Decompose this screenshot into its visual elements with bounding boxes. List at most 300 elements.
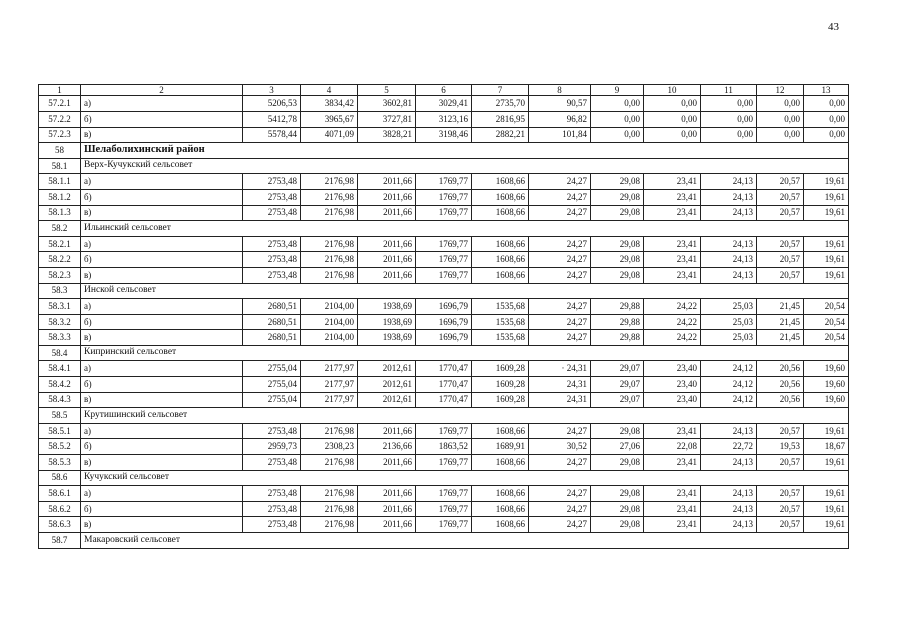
value-cell: 3029,41 (416, 96, 472, 112)
value-cell: 0,00 (757, 111, 804, 127)
value-cell: 1535,68 (472, 330, 529, 346)
column-number-cell: 12 (757, 85, 804, 96)
value-cell: 24,27 (529, 299, 591, 315)
row-code: 57.2.3 (39, 127, 81, 143)
table-row (39, 127, 849, 143)
value-cell: 19,61 (804, 205, 849, 221)
value-cell: 1938,69 (358, 330, 416, 346)
row-subitem: а) (81, 423, 243, 439)
value-cell: 2011,66 (358, 205, 416, 221)
row-code: 58.3.2 (39, 314, 81, 330)
value-cell: 2012,61 (358, 361, 416, 377)
row-code: 58.5 (39, 408, 81, 424)
row-code: 58.6.3 (39, 517, 81, 533)
row-subitem: в) (81, 517, 243, 533)
row-subitem: в) (81, 392, 243, 408)
value-cell: 24,27 (529, 330, 591, 346)
value-cell: 20,57 (757, 205, 804, 221)
value-cell: 20,57 (757, 252, 804, 268)
row-code: 58.1.3 (39, 205, 81, 221)
value-cell: 2176,98 (301, 189, 358, 205)
council-name: Кипринский сельсовет (81, 345, 849, 361)
value-cell: 2177,97 (301, 361, 358, 377)
value-cell: 20,57 (757, 236, 804, 252)
value-cell: 24,13 (701, 486, 757, 502)
value-cell: 2680,51 (243, 330, 301, 346)
value-cell: 25,03 (701, 330, 757, 346)
row-code: 58.2 (39, 221, 81, 237)
column-number-cell: 6 (416, 85, 472, 96)
value-cell: 24,27 (529, 252, 591, 268)
value-cell: 2104,00 (301, 314, 358, 330)
value-cell: 2011,66 (358, 486, 416, 502)
value-cell: 20,56 (757, 377, 804, 393)
value-cell: 0,00 (701, 111, 757, 127)
value-cell: 96,82 (529, 111, 591, 127)
value-cell: 2011,66 (358, 236, 416, 252)
row-subitem: а) (81, 486, 243, 502)
council-name: Макаровский сельсовет (81, 533, 849, 549)
row-code: 57.2.2 (39, 111, 81, 127)
value-cell: 19,53 (757, 439, 804, 455)
value-cell: 1770,47 (416, 392, 472, 408)
value-cell: 25,03 (701, 299, 757, 315)
value-cell: 23,41 (644, 501, 701, 517)
row-code: 58.2.2 (39, 252, 81, 268)
row-subitem: б) (81, 501, 243, 517)
value-cell: 2104,00 (301, 299, 358, 315)
value-cell: 24,13 (701, 174, 757, 190)
value-cell: 29,08 (591, 501, 644, 517)
value-cell: 24,13 (701, 236, 757, 252)
value-cell: 2177,97 (301, 377, 358, 393)
column-number-cell: 10 (644, 85, 701, 96)
value-cell: 1769,77 (416, 423, 472, 439)
row-code: 58.4.1 (39, 361, 81, 377)
value-cell: 24,13 (701, 517, 757, 533)
value-cell: 24,27 (529, 267, 591, 283)
council-name: Инской сельсовет (81, 283, 849, 299)
value-cell: 23,41 (644, 189, 701, 205)
value-cell: 5412,78 (243, 111, 301, 127)
value-cell: 24,27 (529, 501, 591, 517)
value-cell: 20,54 (804, 330, 849, 346)
value-cell: 2959,73 (243, 439, 301, 455)
value-cell: 1769,77 (416, 517, 472, 533)
value-cell: 19,60 (804, 361, 849, 377)
table-row (39, 236, 849, 252)
value-cell: 20,56 (757, 392, 804, 408)
value-cell: 2753,48 (243, 189, 301, 205)
table-row (39, 252, 849, 268)
column-number-cell: 1 (39, 85, 81, 96)
row-code: 58.2.1 (39, 236, 81, 252)
row-code: 58.3 (39, 283, 81, 299)
row-code: 58.5.2 (39, 439, 81, 455)
value-cell: 0,00 (644, 127, 701, 143)
value-cell: 1689,91 (472, 439, 529, 455)
value-cell: 3123,16 (416, 111, 472, 127)
value-cell: 29,07 (591, 361, 644, 377)
value-cell: 23,41 (644, 267, 701, 283)
value-cell: 24,22 (644, 299, 701, 315)
row-subitem: а) (81, 299, 243, 315)
value-cell: 3602,81 (358, 96, 416, 112)
value-cell: 1608,66 (472, 455, 529, 471)
table-row (39, 314, 849, 330)
value-cell: 1609,28 (472, 361, 529, 377)
value-cell: 2011,66 (358, 252, 416, 268)
row-code: 58.1 (39, 158, 81, 174)
value-cell: 23,41 (644, 517, 701, 533)
column-number-cell: 11 (701, 85, 757, 96)
table-row (39, 423, 849, 439)
tariff-table (38, 84, 849, 549)
row-code: 57.2.1 (39, 96, 81, 112)
row-subitem: а) (81, 236, 243, 252)
value-cell: 2755,04 (243, 392, 301, 408)
column-number-cell: 13 (804, 85, 849, 96)
value-cell: 1769,77 (416, 267, 472, 283)
value-cell: 1608,66 (472, 236, 529, 252)
table-row (39, 111, 849, 127)
council-header-row (39, 158, 849, 174)
table-row (39, 174, 849, 190)
value-cell: 2176,98 (301, 517, 358, 533)
table-row (39, 189, 849, 205)
value-cell: 101,84 (529, 127, 591, 143)
value-cell: 2104,00 (301, 330, 358, 346)
value-cell: 19,61 (804, 455, 849, 471)
value-cell: 24,27 (529, 517, 591, 533)
council-name: Кучукский сельсовет (81, 470, 849, 486)
value-cell: 2176,98 (301, 423, 358, 439)
value-cell: 22,72 (701, 439, 757, 455)
value-cell: 29,08 (591, 174, 644, 190)
value-cell: 1696,79 (416, 330, 472, 346)
row-subitem: б) (81, 439, 243, 455)
value-cell: 1608,66 (472, 486, 529, 502)
value-cell: 23,41 (644, 236, 701, 252)
table-row (39, 267, 849, 283)
row-code: 58.7 (39, 533, 81, 549)
value-cell: 2753,48 (243, 517, 301, 533)
row-code: 58.5.3 (39, 455, 81, 471)
value-cell: 24,31 (529, 377, 591, 393)
value-cell: 20,57 (757, 174, 804, 190)
value-cell: 1609,28 (472, 392, 529, 408)
value-cell: 24,27 (529, 205, 591, 221)
value-cell: 29,08 (591, 423, 644, 439)
value-cell: 29,08 (591, 267, 644, 283)
value-cell: 1770,47 (416, 377, 472, 393)
value-cell: 2176,98 (301, 236, 358, 252)
row-code: 58.4.2 (39, 377, 81, 393)
value-cell: 2011,66 (358, 455, 416, 471)
value-cell: 29,88 (591, 314, 644, 330)
value-cell: 19,61 (804, 236, 849, 252)
value-cell: 20,57 (757, 517, 804, 533)
value-cell: 24,12 (701, 361, 757, 377)
value-cell: 2753,48 (243, 501, 301, 517)
value-cell: 24,27 (529, 486, 591, 502)
value-cell: 27,06 (591, 439, 644, 455)
value-cell: 23,41 (644, 486, 701, 502)
value-cell: 2753,48 (243, 423, 301, 439)
value-cell: 2176,98 (301, 205, 358, 221)
value-cell: 29,88 (591, 330, 644, 346)
column-number-cell: 9 (591, 85, 644, 96)
value-cell: 2753,48 (243, 267, 301, 283)
value-cell: 23,41 (644, 455, 701, 471)
row-code: 58.6.2 (39, 501, 81, 517)
value-cell: 3828,21 (358, 127, 416, 143)
value-cell: 20,54 (804, 314, 849, 330)
page-number: 43 (828, 21, 839, 33)
value-cell: 2176,98 (301, 501, 358, 517)
row-subitem: в) (81, 330, 243, 346)
value-cell: 29,08 (591, 252, 644, 268)
value-cell: 24,13 (701, 189, 757, 205)
council-name: Верх-Кучукский сельсовет (81, 158, 849, 174)
value-cell: 2176,98 (301, 486, 358, 502)
value-cell: 29,08 (591, 455, 644, 471)
value-cell: 20,57 (757, 501, 804, 517)
value-cell: 2011,66 (358, 423, 416, 439)
value-cell: 30,52 (529, 439, 591, 455)
value-cell: 24,22 (644, 314, 701, 330)
council-header-row (39, 345, 849, 361)
value-cell: 5206,53 (243, 96, 301, 112)
value-cell: 24,13 (701, 267, 757, 283)
council-name: Крутишинский сельсовет (81, 408, 849, 424)
value-cell: 1769,77 (416, 205, 472, 221)
row-subitem: б) (81, 111, 243, 127)
value-cell: 21,45 (757, 299, 804, 315)
value-cell: 2753,48 (243, 174, 301, 190)
table-row (39, 486, 849, 502)
row-code: 58.1.1 (39, 174, 81, 190)
value-cell: 1769,77 (416, 455, 472, 471)
value-cell: 2176,98 (301, 267, 358, 283)
value-cell: · 24,31 (529, 361, 591, 377)
value-cell: 0,00 (701, 96, 757, 112)
value-cell: 24,27 (529, 236, 591, 252)
row-code: 58.6.1 (39, 486, 81, 502)
value-cell: 2176,98 (301, 252, 358, 268)
value-cell: 1769,77 (416, 501, 472, 517)
column-number-header (39, 85, 849, 96)
value-cell: 20,54 (804, 299, 849, 315)
value-cell: 20,57 (757, 423, 804, 439)
table-row (39, 501, 849, 517)
value-cell: 1608,66 (472, 174, 529, 190)
value-cell: 0,00 (591, 111, 644, 127)
value-cell: 20,57 (757, 486, 804, 502)
value-cell: 20,57 (757, 189, 804, 205)
value-cell: 2735,70 (472, 96, 529, 112)
value-cell: 2680,51 (243, 314, 301, 330)
value-cell: 23,41 (644, 174, 701, 190)
row-subitem: а) (81, 174, 243, 190)
value-cell: 1608,66 (472, 205, 529, 221)
value-cell: 1769,77 (416, 252, 472, 268)
value-cell: 24,13 (701, 455, 757, 471)
row-subitem: в) (81, 267, 243, 283)
value-cell: 1608,66 (472, 267, 529, 283)
value-cell: 2816,95 (472, 111, 529, 127)
council-header-row (39, 408, 849, 424)
value-cell: 2176,98 (301, 174, 358, 190)
value-cell: 29,08 (591, 236, 644, 252)
row-code: 58.6 (39, 470, 81, 486)
value-cell: 29,08 (591, 205, 644, 221)
value-cell: 90,57 (529, 96, 591, 112)
value-cell: 1938,69 (358, 299, 416, 315)
value-cell: 24,27 (529, 423, 591, 439)
value-cell: 0,00 (804, 127, 849, 143)
council-header-row (39, 283, 849, 299)
value-cell: 0,00 (644, 96, 701, 112)
district-name: Шелаболихинский район (81, 143, 849, 159)
column-number-cell: 8 (529, 85, 591, 96)
table-row (39, 205, 849, 221)
value-cell: 18,67 (804, 439, 849, 455)
district-header-row (39, 143, 849, 159)
value-cell: 23,40 (644, 377, 701, 393)
value-cell: 19,60 (804, 392, 849, 408)
value-cell: 29,88 (591, 299, 644, 315)
value-cell: 22,08 (644, 439, 701, 455)
value-cell: 1535,68 (472, 299, 529, 315)
table-row (39, 455, 849, 471)
value-cell: 29,08 (591, 189, 644, 205)
row-subitem: в) (81, 127, 243, 143)
table-row (39, 439, 849, 455)
row-code: 58.4.3 (39, 392, 81, 408)
column-number-cell: 5 (358, 85, 416, 96)
row-subitem: а) (81, 361, 243, 377)
row-subitem: б) (81, 377, 243, 393)
value-cell: 1608,66 (472, 189, 529, 205)
table-row (39, 392, 849, 408)
row-code: 58.4 (39, 345, 81, 361)
value-cell: 3834,42 (301, 96, 358, 112)
row-code: 58.2.3 (39, 267, 81, 283)
value-cell: 24,12 (701, 392, 757, 408)
council-header-row (39, 470, 849, 486)
column-number-cell: 7 (472, 85, 529, 96)
value-cell: 3727,81 (358, 111, 416, 127)
value-cell: 19,61 (804, 486, 849, 502)
row-subitem: а) (81, 96, 243, 112)
value-cell: 2680,51 (243, 299, 301, 315)
value-cell: 20,57 (757, 455, 804, 471)
value-cell: 2755,04 (243, 361, 301, 377)
value-cell: 2012,61 (358, 392, 416, 408)
value-cell: 24,27 (529, 189, 591, 205)
value-cell: 2177,97 (301, 392, 358, 408)
value-cell: 19,61 (804, 252, 849, 268)
value-cell: 1769,77 (416, 174, 472, 190)
table-row (39, 517, 849, 533)
value-cell: 24,12 (701, 377, 757, 393)
table-row (39, 361, 849, 377)
value-cell: 1769,77 (416, 486, 472, 502)
value-cell: 2882,21 (472, 127, 529, 143)
value-cell: 21,45 (757, 330, 804, 346)
value-cell: 23,40 (644, 361, 701, 377)
row-subitem: б) (81, 189, 243, 205)
value-cell: 2753,48 (243, 205, 301, 221)
value-cell: 19,61 (804, 423, 849, 439)
value-cell: 1608,66 (472, 252, 529, 268)
council-name: Ильинский сельсовет (81, 221, 849, 237)
value-cell: 19,61 (804, 517, 849, 533)
value-cell: 29,07 (591, 392, 644, 408)
value-cell: 1608,66 (472, 423, 529, 439)
council-header-row (39, 221, 849, 237)
value-cell: 2011,66 (358, 517, 416, 533)
value-cell: 1696,79 (416, 314, 472, 330)
value-cell: 23,41 (644, 205, 701, 221)
row-code: 58.3.3 (39, 330, 81, 346)
value-cell: 0,00 (644, 111, 701, 127)
value-cell: 19,60 (804, 377, 849, 393)
value-cell: 24,27 (529, 314, 591, 330)
value-cell: 1608,66 (472, 501, 529, 517)
value-cell: 2176,98 (301, 455, 358, 471)
value-cell: 0,00 (757, 96, 804, 112)
value-cell: 4071,09 (301, 127, 358, 143)
value-cell: 2011,66 (358, 174, 416, 190)
value-cell: 2753,48 (243, 455, 301, 471)
row-code: 58.5.1 (39, 423, 81, 439)
value-cell: 29,08 (591, 517, 644, 533)
row-code: 58 (39, 143, 81, 159)
row-subitem: б) (81, 252, 243, 268)
value-cell: 2011,66 (358, 267, 416, 283)
value-cell: 23,41 (644, 252, 701, 268)
value-cell: 1863,52 (416, 439, 472, 455)
column-number-cell: 2 (81, 85, 243, 96)
value-cell: 24,13 (701, 252, 757, 268)
value-cell: 20,56 (757, 361, 804, 377)
value-cell: 29,07 (591, 377, 644, 393)
row-subitem: б) (81, 314, 243, 330)
value-cell: 21,45 (757, 314, 804, 330)
table-row (39, 96, 849, 112)
value-cell: 1769,77 (416, 236, 472, 252)
value-cell: 20,57 (757, 267, 804, 283)
value-cell: 23,41 (644, 423, 701, 439)
value-cell: 0,00 (804, 111, 849, 127)
row-subitem: в) (81, 455, 243, 471)
value-cell: 24,22 (644, 330, 701, 346)
value-cell: 24,31 (529, 392, 591, 408)
value-cell: 1609,28 (472, 377, 529, 393)
value-cell: 19,61 (804, 501, 849, 517)
row-code: 58.1.2 (39, 189, 81, 205)
value-cell: 0,00 (804, 96, 849, 112)
value-cell: 19,61 (804, 174, 849, 190)
value-cell: 2136,66 (358, 439, 416, 455)
value-cell: 2753,48 (243, 252, 301, 268)
value-cell: 2011,66 (358, 501, 416, 517)
row-code: 58.3.1 (39, 299, 81, 315)
row-subitem: в) (81, 205, 243, 221)
value-cell: 2755,04 (243, 377, 301, 393)
